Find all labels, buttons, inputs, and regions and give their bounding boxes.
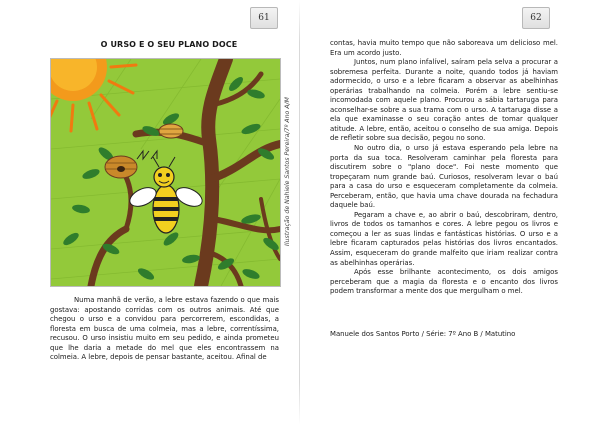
paragraph: Numa manhã de verão, a lebre estava fazendo o que mais gostava: apostando corridas com os outros animais. Até que chegou o urso e a convidou para percorrerem, escondidas, a floresta em busca de uma colmeia, mas a lebre, correntíssima, recusou. O urso insistiu muito em seu pedido, e ainda prometeu que lhe daria a metade do mel que eles encontrassem na colmeia. A lebre, depois de pensar bastante, aceitou. Afinal de bbox=[50, 296, 279, 362]
page-number-right: 62 bbox=[522, 7, 550, 29]
page-number-left: 61 bbox=[250, 7, 278, 29]
paragraph: No outro dia, o urso já estava esperando pela lebre na porta da sua toca. Resolveram caminhar pela floresta para discutirem sobre o "plano doce". Foi neste momento que tropeçaram num grande baú. Curiosos, resolveram levar o baú para a casa do urso e esqueceram completamente da colmeia. Perceberam, então, que havia uma chave dourada na fechadura daquele baú. bbox=[330, 144, 558, 210]
illustration-credit: Ilustração de Nahiele Santos Pereira/7º Ano A/M bbox=[284, 97, 291, 246]
story-illustration bbox=[50, 58, 281, 287]
paragraph: contas, havia muito tempo que não saboreava um delicioso mel. Era um acordo justo. bbox=[330, 39, 558, 57]
left-page-text bbox=[50, 296, 279, 363]
author-signature: Manuele dos Santos Porto / Série: 7º Ano B / Matutino bbox=[330, 330, 516, 338]
paragraph: Juntos, num plano infalível, saíram pela selva a procurar a sobremesa perfeita. Durante a noite, quando todos já haviam adormecido, o urso e a lebre ficaram a observar as abelhinhas operárias trabalhando na colmeia. Porém a lebre sentiu-se incomodada com aquele plano. Procurou a sábia tartaruga para aconselhar-se sobre a sua trama com o urso. A tartaruga disse a ela que examinasse o seu coração antes de tomar qualquer atitude. A lebre, então, aceitou o conselho de sua amiga. Depois de refletir sobre sua decisão, pegou no sono. bbox=[330, 58, 558, 143]
paragraph: Pegaram a chave e, ao abrir o baú, descobriram, dentro, livros de todos os tamanhos e cores. A lebre pegou os livros e começou a ler as suas lindas e fantásticas histórias. O urso e a lebre ficaram capturados pelas histórias dos livros encantados. Assim, esqueceram do grande malfeito que iriam realizar contra as abelhinhas operárias. bbox=[330, 210, 558, 267]
paragraph: Após esse brilhante acontecimento, os dois amigos perceberam que a magia da floresta e o encanto dos livros podem transformar a mente dos que mergulham o mel. bbox=[330, 268, 558, 296]
right-page bbox=[300, 0, 600, 425]
right-page-text bbox=[330, 39, 558, 297]
story-title: O URSO E O SEU PLANO DOCE bbox=[100, 40, 238, 49]
bee-tree-drawing bbox=[51, 59, 280, 286]
